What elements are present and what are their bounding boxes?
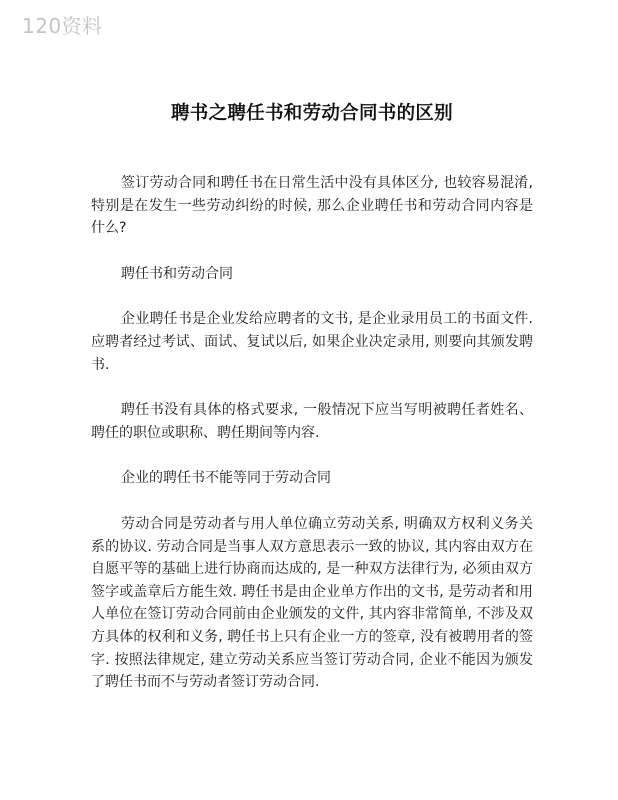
body-paragraph: 聘任书没有具体的格式要求, 一般情况下应当写明被聘任者姓名、聘任的职位或职称、聘任期间等内容. [91,402,533,441]
section-heading: 聘任书和劳动合同 [121,265,233,282]
document-title: 聘书之聘任书和劳动合同书的区别 [170,103,453,124]
section-heading: 企业的聘任书不能等同于劳动合同 [121,470,331,487]
body-paragraph: 劳动合同是劳动者与用人单位确立劳动关系, 明确双方权利义务关系的协议. 劳动合同是当事人双方意思表示一致的协议, 其内容由双方在自愿平等的基础上进行协商而达成的, 是一种双方法律行为, 必须由双方签字或盖章后方能生效. 聘任书是由企业单方作出的文书, 是劳动者和用人单位在签订劳动合同前由企业颁发的文件, 其内容非常简单, 不涉及双方具体的权利和义务, 聘任书上只有企业一方的签章, 没有被聘用者的签字. 按照法律规定, 建立劳动关系应当签订劳动合同, 企业不能因为颁发了聘任书而不与劳动者签订劳动合同. [91,515,533,691]
watermark-logo: 120资料 [22,14,103,38]
body-paragraph: 企业聘任书是企业发给应聘者的文书, 是企业录用员工的书面文件. 应聘者经过考试、面试、复试以后, 如果企业决定录用, 则要向其颁发聘书. [91,311,533,373]
document-body [91,172,533,717]
intro-paragraph: 签订劳动合同和聘任书在日常生活中没有具体区分, 也较容易混淆, 特别是在发生一些劳动纠纷的时候, 那么企业聘任书和劳动合同内容是什么? [91,175,533,237]
